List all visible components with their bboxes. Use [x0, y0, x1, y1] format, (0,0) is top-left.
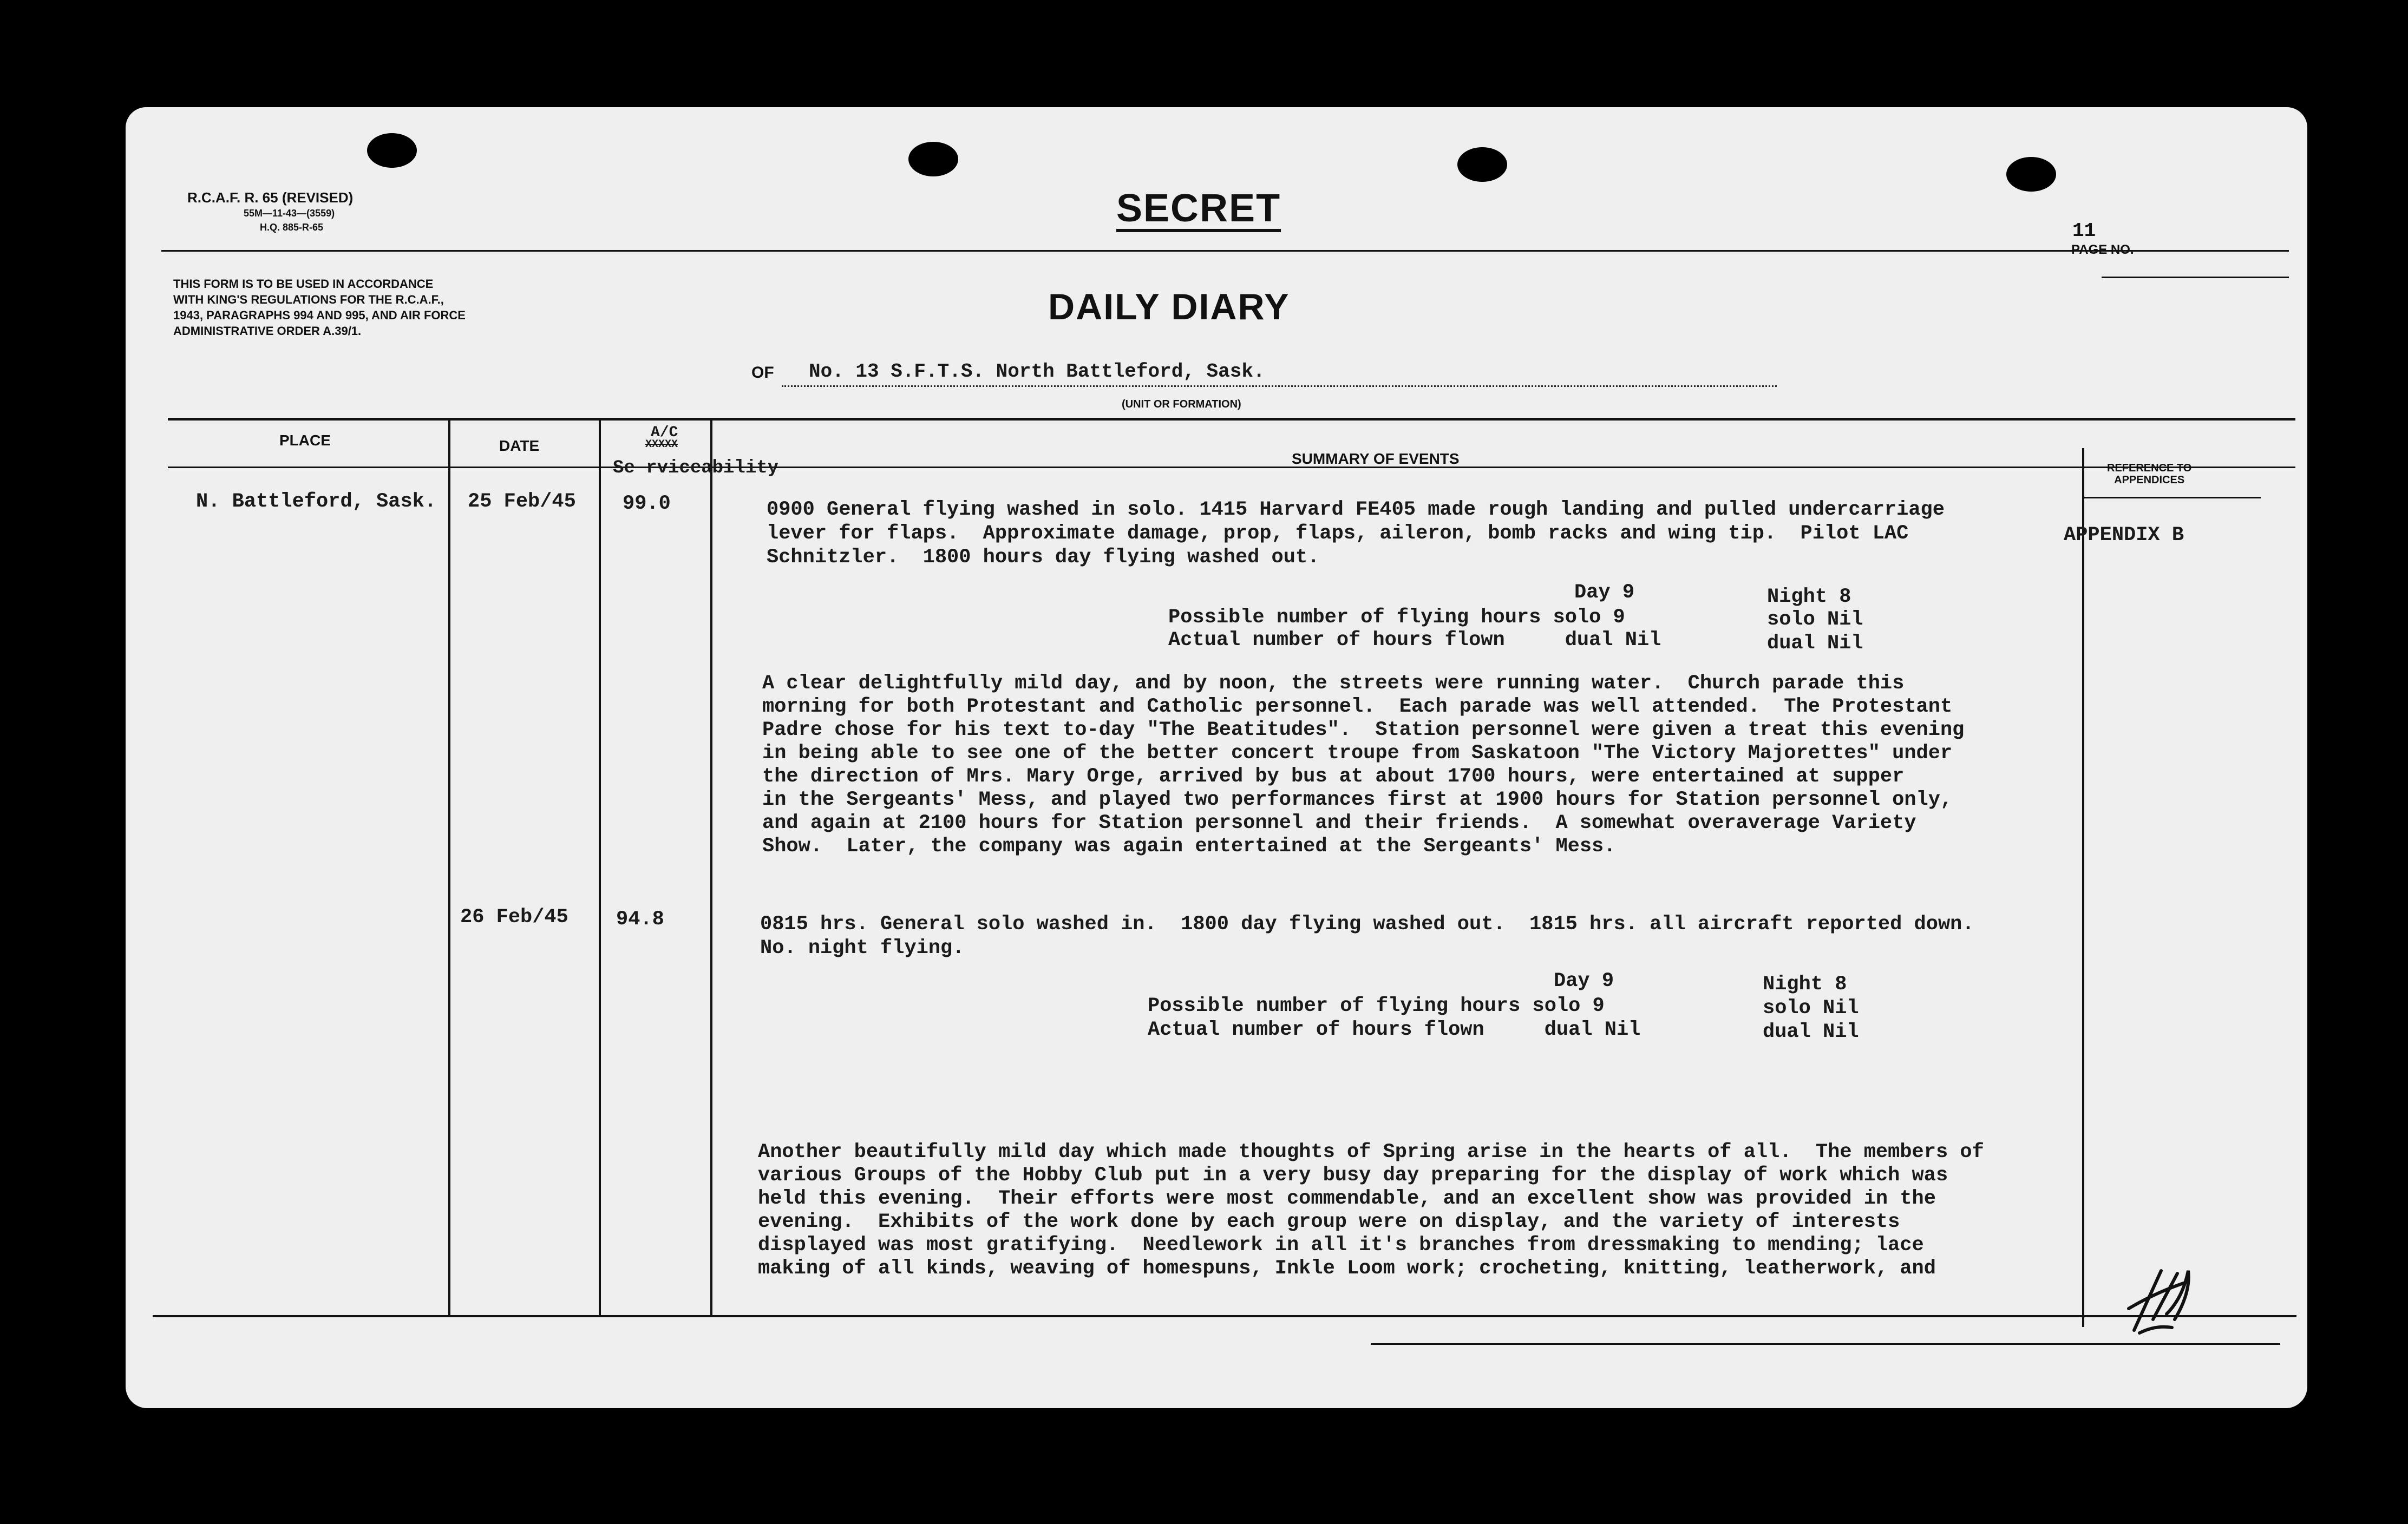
entry-narrative: Another beautifully mild day which made thoughts of Spring arise in the hearts of all. The members of various Groups of the Hobby Club put in a very busy day preparing for the display of work which was held this evening. Their efforts were most commendable, and an excellent show was provided in the evening. Exhibits of the work done by each group were on display, and the variety of interests displayed was most gratifying. Needlework in all it's branches from dressmaking to mending; lace making of all kinds, weaving of homespuns, Inkle Loom work; crocheting, knitting, leatherwork, and [758, 1141, 1984, 1280]
table-header-rule [168, 467, 2295, 468]
page-rule [2102, 277, 2289, 278]
column-header-struck: XXXXX [645, 438, 678, 451]
form-title: DAILY DIARY [1048, 286, 1290, 327]
column-header-date: DATE [499, 437, 540, 454]
handwritten-initials [2123, 1260, 2204, 1341]
classification-stamp: SECRET [1116, 187, 1281, 230]
form-print-code: 55M—11-43—(3559) [244, 208, 335, 219]
column-divider [599, 418, 601, 1316]
unit-line [782, 384, 1777, 387]
stats-day-header: Day 9 [1574, 581, 1635, 604]
header-rule [161, 250, 2289, 252]
stats-day-header: Day 9 [1554, 970, 1614, 993]
stats-possible-hours: Possible number of flying hours solo 9 [1168, 606, 1625, 629]
column-divider [710, 418, 712, 1316]
entry-serviceability: 94.8 [616, 908, 664, 931]
entry-serviceability: 99.0 [623, 492, 671, 515]
binder-hole [367, 133, 417, 168]
column-header-serviceability: Se rviceability [613, 458, 779, 478]
binder-hole [2006, 157, 2056, 192]
binder-hole [1457, 147, 1507, 182]
stats-actual-night: dual Nil [1767, 632, 1863, 655]
entry-place: N. Battleford, Sask. [196, 490, 437, 513]
entry-date: 25 Feb/45 [468, 490, 576, 513]
column-divider [2082, 448, 2084, 1327]
form-instructions: THIS FORM IS TO BE USED IN ACCORDANCE WITH KING'S REGULATIONS FOR THE R.C.A.F., 1943, PARAGRAPHS 994 AND 995, AND AIR FORCE ADMINISTRATIVE ORDER A.39/1. [173, 277, 466, 338]
lower-rule [1371, 1343, 2280, 1345]
stats-actual-hours: Actual number of hours flown dual Nil [1148, 1019, 1641, 1041]
unit-caption: (UNIT OR FORMATION) [1122, 398, 1241, 410]
table-top-rule [168, 418, 2295, 421]
page-number: 11 [2072, 220, 2096, 242]
stats-actual-hours: Actual number of hours flown dual Nil [1168, 629, 1661, 652]
entry-date: 26 Feb/45 [460, 906, 568, 929]
column-divider [448, 418, 450, 1316]
column-header-summary: SUMMARY OF EVENTS [1292, 450, 1460, 467]
entry-narrative: A clear delightfully mild day, and by noon, the streets were running water. Church parade this morning for both Protestant and Catholic personnel. Each parade was well attended. The Protestant Padre chose for his text to-day "The Beatitudes". Station personnel were given a treat this evening in being able to see one of the better concert troupe from Saskatoon "The Victory Majorettes" under the direction of Mrs. Mary Orge, arrived by bus at about 1700 hours, were entertained at supper in the Sergeants' Mess, and played two performances first at 1900 hours for Station personnel only, and again at 2100 hours for Station personnel and their friends. A somewhat overaverage Variety Show. Later, the company was again entertained at the Sergeants' Mess. [762, 672, 1965, 858]
stats-night-header: Night 8 [1763, 973, 1847, 996]
form-hq-code: H.Q. 885-R-65 [260, 222, 324, 233]
stats-possible-night: solo Nil [1763, 997, 1859, 1020]
form-code: R.C.A.F. R. 65 (REVISED) [187, 189, 354, 206]
table-bottom-rule [153, 1315, 2296, 1317]
stats-possible-hours: Possible number of flying hours solo 9 [1148, 995, 1605, 1017]
diary-form-card [126, 107, 2307, 1408]
entry-reference: APPENDIX B [2064, 524, 2184, 547]
of-label: OF [751, 364, 774, 382]
column-header-reference: REFERENCE TO APPENDICES [2107, 462, 2192, 486]
unit-name: No. 13 S.F.T.S. North Battleford, Sask. [809, 360, 1265, 383]
entry-summary: 0900 General flying washed in solo. 1415 Harvard FE405 made rough landing and pulled undercarriage lever for flaps. Approximate damage, prop, flaps, aileron, bomb racks and wing tip. Pilot LAC Schnitzler. 1800 hours day flying washed out. [767, 498, 1945, 569]
entry-summary: 0815 hrs. General solo washed in. 1800 day flying washed out. 1815 hrs. all aircraft reported down. No. night flying. [760, 913, 1974, 960]
stats-actual-night: dual Nil [1763, 1021, 1859, 1043]
stats-possible-night: solo Nil [1767, 608, 1863, 631]
stats-night-header: Night 8 [1767, 586, 1851, 608]
reference-rule [2082, 497, 2261, 498]
column-header-ac: A/C [651, 424, 678, 441]
column-header-place: PLACE [279, 432, 331, 449]
binder-hole [908, 142, 958, 176]
